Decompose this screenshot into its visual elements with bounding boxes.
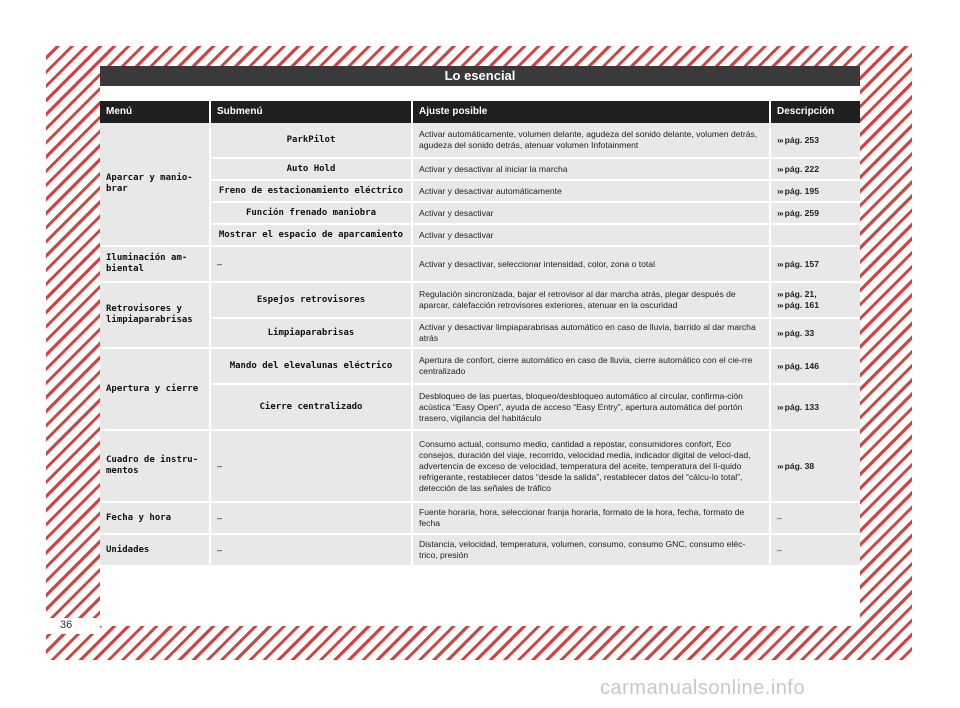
page-number: 36 bbox=[60, 619, 73, 631]
page-reference-link[interactable] bbox=[777, 402, 854, 413]
page-reference-text: pág. 222 bbox=[784, 163, 819, 174]
description-cell bbox=[771, 203, 860, 225]
table-row bbox=[100, 319, 860, 349]
page-reference-link[interactable] bbox=[777, 328, 854, 339]
submenu-cell: – bbox=[211, 535, 413, 567]
submenu-cell: – bbox=[211, 431, 413, 503]
page-reference-text: pág. 253 bbox=[784, 134, 819, 145]
description-cell bbox=[771, 385, 860, 431]
menu-label: Fecha y hora bbox=[106, 512, 172, 523]
menu-label: Apertura y cierre bbox=[106, 383, 199, 394]
reference-arrow-icon: ››› bbox=[777, 300, 783, 310]
description-cell bbox=[771, 225, 860, 247]
table-header-row bbox=[100, 101, 860, 123]
table-row bbox=[100, 203, 860, 225]
adjustment-cell: Fuente horaria, hora, seleccionar franja horaria, formato de la hora, fecha, formato de fecha bbox=[413, 503, 771, 535]
reference-arrow-icon: ››› bbox=[777, 207, 783, 218]
column-header: Menú bbox=[100, 101, 211, 123]
reference-arrow-icon: ››› bbox=[777, 460, 783, 471]
description-cell bbox=[771, 247, 860, 283]
table-row bbox=[100, 247, 860, 283]
table-row bbox=[100, 535, 860, 567]
page-reference-link[interactable] bbox=[777, 361, 854, 372]
page-reference-text: pág. 195 bbox=[784, 185, 819, 196]
page-reference-link[interactable] bbox=[777, 135, 854, 146]
page-reference-text: pág. 157 bbox=[784, 258, 819, 269]
adjustment-cell: Activar y desactivar bbox=[413, 203, 771, 225]
column-header: Submenú bbox=[211, 101, 413, 123]
table-row bbox=[100, 123, 860, 159]
adjustment-cell: Consumo actual, consumo medio, cantidad a repostar, consumidores confort, Eco consejos, duración del viaje, recorrido, velocidad media, indicador digital de veloci-dad, advertencia de exceso de velocidad, temperatura del aceite, temperatura del lí-quido refrigerante, restablecer datos “desde la salida”, restablecer datos del “cálcu-lo total”, detección de las señales de tráfico bbox=[413, 431, 771, 503]
column-header: Descripción bbox=[771, 101, 860, 123]
table-row bbox=[100, 225, 860, 247]
submenu-cell: Mando del elevalunas eléctrico bbox=[211, 349, 413, 385]
adjustment-cell: Activar y desactivar automáticamente bbox=[413, 181, 771, 203]
page-number-area bbox=[46, 618, 100, 634]
page-reference-text: pág. 259 bbox=[784, 207, 819, 218]
submenu-cell: Freno de estacionamiento eléctrico bbox=[211, 181, 413, 203]
menu-cell bbox=[100, 349, 211, 431]
table-row bbox=[100, 385, 860, 431]
menu-label: Unidades bbox=[106, 544, 150, 555]
adjustment-cell: Activar automáticamente, volumen delante, agudeza del sonido delante, volumen detrás, agudeza del sonido detrás, atenuar volumen Infotainment bbox=[413, 123, 771, 159]
menu-cell bbox=[100, 283, 211, 349]
submenu-cell: ParkPilot bbox=[211, 123, 413, 159]
reference-arrow-icon: ››› bbox=[777, 401, 783, 412]
menu-label: Aparcar y manio- bbox=[106, 173, 193, 183]
menu-cell bbox=[100, 503, 211, 535]
adjustment-cell: Regulación sincronizada, bajar el retrovisor al dar marcha atrás, plegar después de aparcar, calefacción retrovisores exteriores, atenuar en la oscuridad bbox=[413, 283, 771, 319]
table-body bbox=[100, 123, 860, 567]
page-reference-text: pág. 38 bbox=[784, 460, 815, 471]
watermark: carmanualsonline.info bbox=[600, 677, 806, 699]
page-reference-text: pág. 133 bbox=[784, 401, 819, 412]
adjustment-cell: Desbloqueo de las puertas, bloqueo/desbloqueo automático al circular, confirma-ción acústica “Easy Open”, ayuda de acceso “Easy Entry”, apertura automática del portón trasero, vigilancia del habitáculo bbox=[413, 385, 771, 431]
reference-arrow-icon: ››› bbox=[777, 185, 783, 196]
page-reference-link[interactable] bbox=[777, 208, 854, 219]
description-cell bbox=[771, 431, 860, 503]
submenu-cell: Cierre centralizado bbox=[211, 385, 413, 431]
reference-arrow-icon: ››› bbox=[777, 258, 783, 269]
table-row bbox=[100, 181, 860, 203]
page-reference-link[interactable] bbox=[777, 186, 854, 197]
section-title: Lo esencial bbox=[100, 66, 860, 86]
page-reference-text: pág. 161 bbox=[784, 300, 819, 310]
settings-table bbox=[100, 101, 860, 567]
reference-arrow-icon: ››› bbox=[777, 289, 783, 299]
reference-arrow-icon: ››› bbox=[777, 327, 783, 338]
description-cell bbox=[771, 319, 860, 349]
adjustment-cell: Activar y desactivar limpiaparabrisas automático en caso de lluvia, barrido al dar marcha atrás bbox=[413, 319, 771, 349]
menu-label: Iluminación am- bbox=[106, 253, 188, 263]
table-row bbox=[100, 283, 860, 319]
reference-arrow-icon: ››› bbox=[777, 360, 783, 371]
menu-label: biental bbox=[106, 264, 144, 274]
description-cell bbox=[771, 181, 860, 203]
table-row bbox=[100, 503, 860, 535]
menu-label: mentos bbox=[106, 466, 139, 476]
menu-cell bbox=[100, 535, 211, 567]
menu-label: Retrovisores y bbox=[106, 304, 182, 314]
description-cell bbox=[771, 123, 860, 159]
table-row bbox=[100, 159, 860, 181]
page-reference-link[interactable] bbox=[777, 259, 854, 270]
page-reference-text: pág. 146 bbox=[784, 360, 819, 371]
submenu-cell: Espejos retrovisores bbox=[211, 283, 413, 319]
submenu-cell: Limpiaparabrisas bbox=[211, 319, 413, 349]
adjustment-cell: Apertura de confort, cierre automático en caso de lluvia, cierre automático con el cie-rre centralizado bbox=[413, 349, 771, 385]
description-cell: – bbox=[771, 503, 860, 535]
description-cell: – bbox=[771, 535, 860, 567]
submenu-cell: Función frenado maniobra bbox=[211, 203, 413, 225]
reference-arrow-icon: ››› bbox=[777, 163, 783, 174]
page-reference-link[interactable] bbox=[777, 164, 854, 175]
menu-label: brar bbox=[106, 184, 128, 194]
adjustment-cell: Distancia, velocidad, temperatura, volumen, consumo, consumo GNC, consumo eléc-trico, presión bbox=[413, 535, 771, 567]
submenu-cell: – bbox=[211, 247, 413, 283]
table-row bbox=[100, 349, 860, 385]
table-row bbox=[100, 431, 860, 503]
description-cell bbox=[771, 283, 860, 319]
description-cell bbox=[771, 349, 860, 385]
page-reference-link[interactable] bbox=[777, 461, 854, 472]
page-reference-link[interactable] bbox=[777, 300, 854, 311]
menu-cell bbox=[100, 247, 211, 283]
menu-label: Cuadro de instru- bbox=[106, 455, 199, 465]
submenu-cell: – bbox=[211, 503, 413, 535]
menu-cell bbox=[100, 431, 211, 503]
adjustment-cell: Activar y desactivar al iniciar la marcha bbox=[413, 159, 771, 181]
reference-arrow-icon: ››› bbox=[777, 134, 783, 145]
column-header: Ajuste posible bbox=[413, 101, 771, 123]
page-reference-link[interactable] bbox=[777, 289, 854, 300]
submenu-cell: Mostrar el espacio de aparcamiento bbox=[211, 225, 413, 247]
submenu-cell: Auto Hold bbox=[211, 159, 413, 181]
adjustment-cell: Activar y desactivar, seleccionar intensidad, color, zona o total bbox=[413, 247, 771, 283]
page-reference-text: pág. 21, bbox=[784, 289, 817, 299]
menu-cell bbox=[100, 123, 211, 247]
adjustment-cell: Activar y desactivar bbox=[413, 225, 771, 247]
page-reference-text: pág. 33 bbox=[784, 327, 815, 338]
description-cell bbox=[771, 159, 860, 181]
menu-label: limpiaparabrisas bbox=[106, 315, 193, 325]
